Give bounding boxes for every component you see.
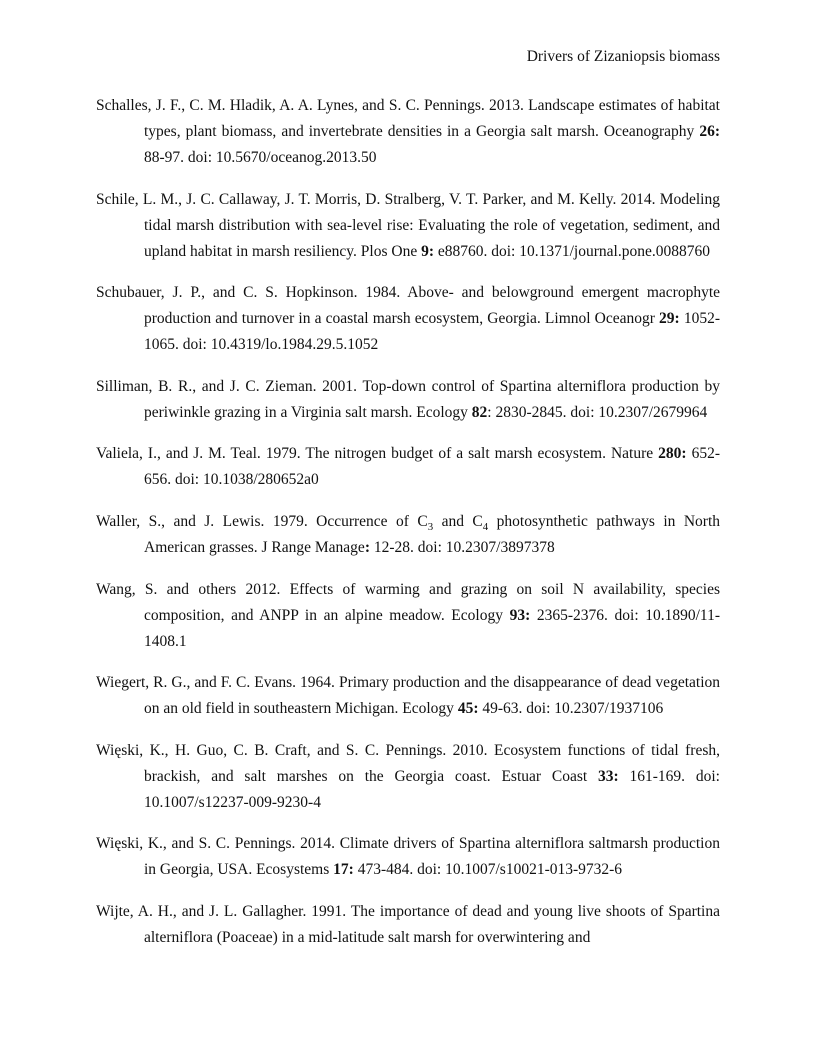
reference-text: Schubauer, J. P., and C. S. Hopkinson. 1984. Above- and belowground emergent macrophyte production and turnover in a coastal marsh ecosystem, Georgia. Limnol Oceanogr bbox=[96, 284, 720, 328]
reference-entry bbox=[96, 280, 720, 358]
reference-text: photosynthetic pathways in North American grasses. J Range Manage bbox=[144, 512, 721, 556]
reference-pages-doi: 161-169. doi: 10.1007/s12237-009-9230-4 bbox=[144, 767, 720, 811]
reference-entry bbox=[96, 187, 720, 265]
reference-text: Wang, S. and others 2012. Effects of warming and grazing on soil N availability, species composition, and ANPP in an alpine meadow. Ecology bbox=[96, 580, 720, 624]
reference-entry bbox=[96, 670, 720, 722]
reference-volume: 45: bbox=[457, 700, 479, 718]
reference-pages-doi: e88760. doi: 10.1371/journal.pone.0088760 bbox=[434, 242, 710, 260]
reference-text: Wijte, A. H., and J. L. Gallagher. 1991. The importance of dead and young live shoots of Spartina alterniflora (Poaceae) in a mid-latitude salt marsh for overwintering and bbox=[96, 902, 720, 946]
reference-pages-doi: 2365-2376. doi: 10.1890/11-1408.1 bbox=[144, 606, 720, 650]
reference-volume: 26: bbox=[699, 123, 720, 140]
reference-pages-doi: 473-484. doi: 10.1007/s10021-013-9732-6 bbox=[353, 861, 623, 879]
reference-text: Więski, K., H. Guo, C. B. Craft, and S. C. Pennings. 2010. Ecosystem functions of tidal fresh, brackish, and salt marshes on the Georgia coast. Estuar Coast bbox=[96, 741, 720, 785]
subscript-3: 3 bbox=[427, 521, 434, 534]
reference-pages-doi: 1052-1065. doi: 10.4319/lo.1984.29.5.1052 bbox=[144, 310, 720, 354]
reference-text: Schile, L. M., J. C. Callaway, J. T. Morris, D. Stralberg, V. T. Parker, and M. Kelly. 2014. Modeling tidal marsh distribution with sea-level rise: Evaluating the role of vegetation, sediment, and upland habitat in marsh resiliency. Plos One bbox=[96, 190, 720, 260]
reference-text: Waller, S., and J. Lewis. 1979. Occurrence of C bbox=[96, 512, 428, 530]
reference-volume: 29: bbox=[659, 310, 680, 328]
reference-entry bbox=[96, 831, 720, 883]
running-head: Drivers of Zizaniopsis biomass bbox=[526, 48, 720, 65]
reference-pages-doi: : 2830-2845. doi: 10.2307/2679964 bbox=[487, 403, 708, 421]
reference-pages-doi: 12-28. doi: 10.2307/3897378 bbox=[369, 538, 555, 556]
reference-entry bbox=[96, 374, 720, 426]
reference-list bbox=[96, 93, 720, 967]
reference-entry bbox=[96, 899, 720, 951]
reference-text: Valiela, I., and J. M. Teal. 1979. The nitrogen budget of a salt marsh ecosystem. Nature bbox=[96, 445, 659, 463]
reference-pages-doi: 49-63. doi: 10.2307/1937106 bbox=[478, 700, 664, 718]
reference-volume: 33: bbox=[598, 767, 619, 785]
reference-text: Więski, K., and S. C. Pennings. 2014. Climate drivers of Spartina alterniflora saltmarsh production in Georgia, USA. Ecosystems bbox=[96, 835, 720, 879]
reference-volume: 17: bbox=[333, 861, 354, 879]
subscript-4: 4 bbox=[482, 521, 489, 534]
reference-text: Schalles, J. F., C. M. Hladik, A. A. Lynes, and S. C. Pennings. 2013. Landscape estimates of habitat types, plant biomass, and invertebrate densities in a Georgia salt marsh. Oceanography bbox=[96, 97, 720, 140]
reference-volume: 82 bbox=[471, 403, 488, 421]
reference-entry bbox=[96, 577, 720, 655]
reference-text: and C bbox=[433, 512, 483, 530]
reference-entry bbox=[96, 441, 720, 493]
reference-pages-doi: 652-656. doi: 10.1038/280652a0 bbox=[144, 445, 720, 489]
reference-volume: 9: bbox=[421, 242, 434, 260]
reference-volume: : bbox=[364, 538, 370, 556]
reference-volume: 280: bbox=[658, 445, 687, 463]
reference-entry bbox=[96, 738, 720, 816]
reference-entry bbox=[96, 509, 720, 561]
reference-pages-doi: 88-97. doi: 10.5670/oceanog.2013.50 bbox=[144, 149, 377, 166]
reference-text: Wiegert, R. G., and F. C. Evans. 1964. Primary production and the disappearance of dead vegetation on an old field in southeastern Michigan. Ecology bbox=[96, 674, 720, 718]
reference-volume: 93: bbox=[509, 606, 531, 624]
reference-entry bbox=[96, 93, 720, 171]
reference-text: Silliman, B. R., and J. C. Zieman. 2001. Top-down control of Spartina alterniflora production by periwinkle grazing in a Virginia salt marsh. Ecology bbox=[96, 377, 720, 421]
